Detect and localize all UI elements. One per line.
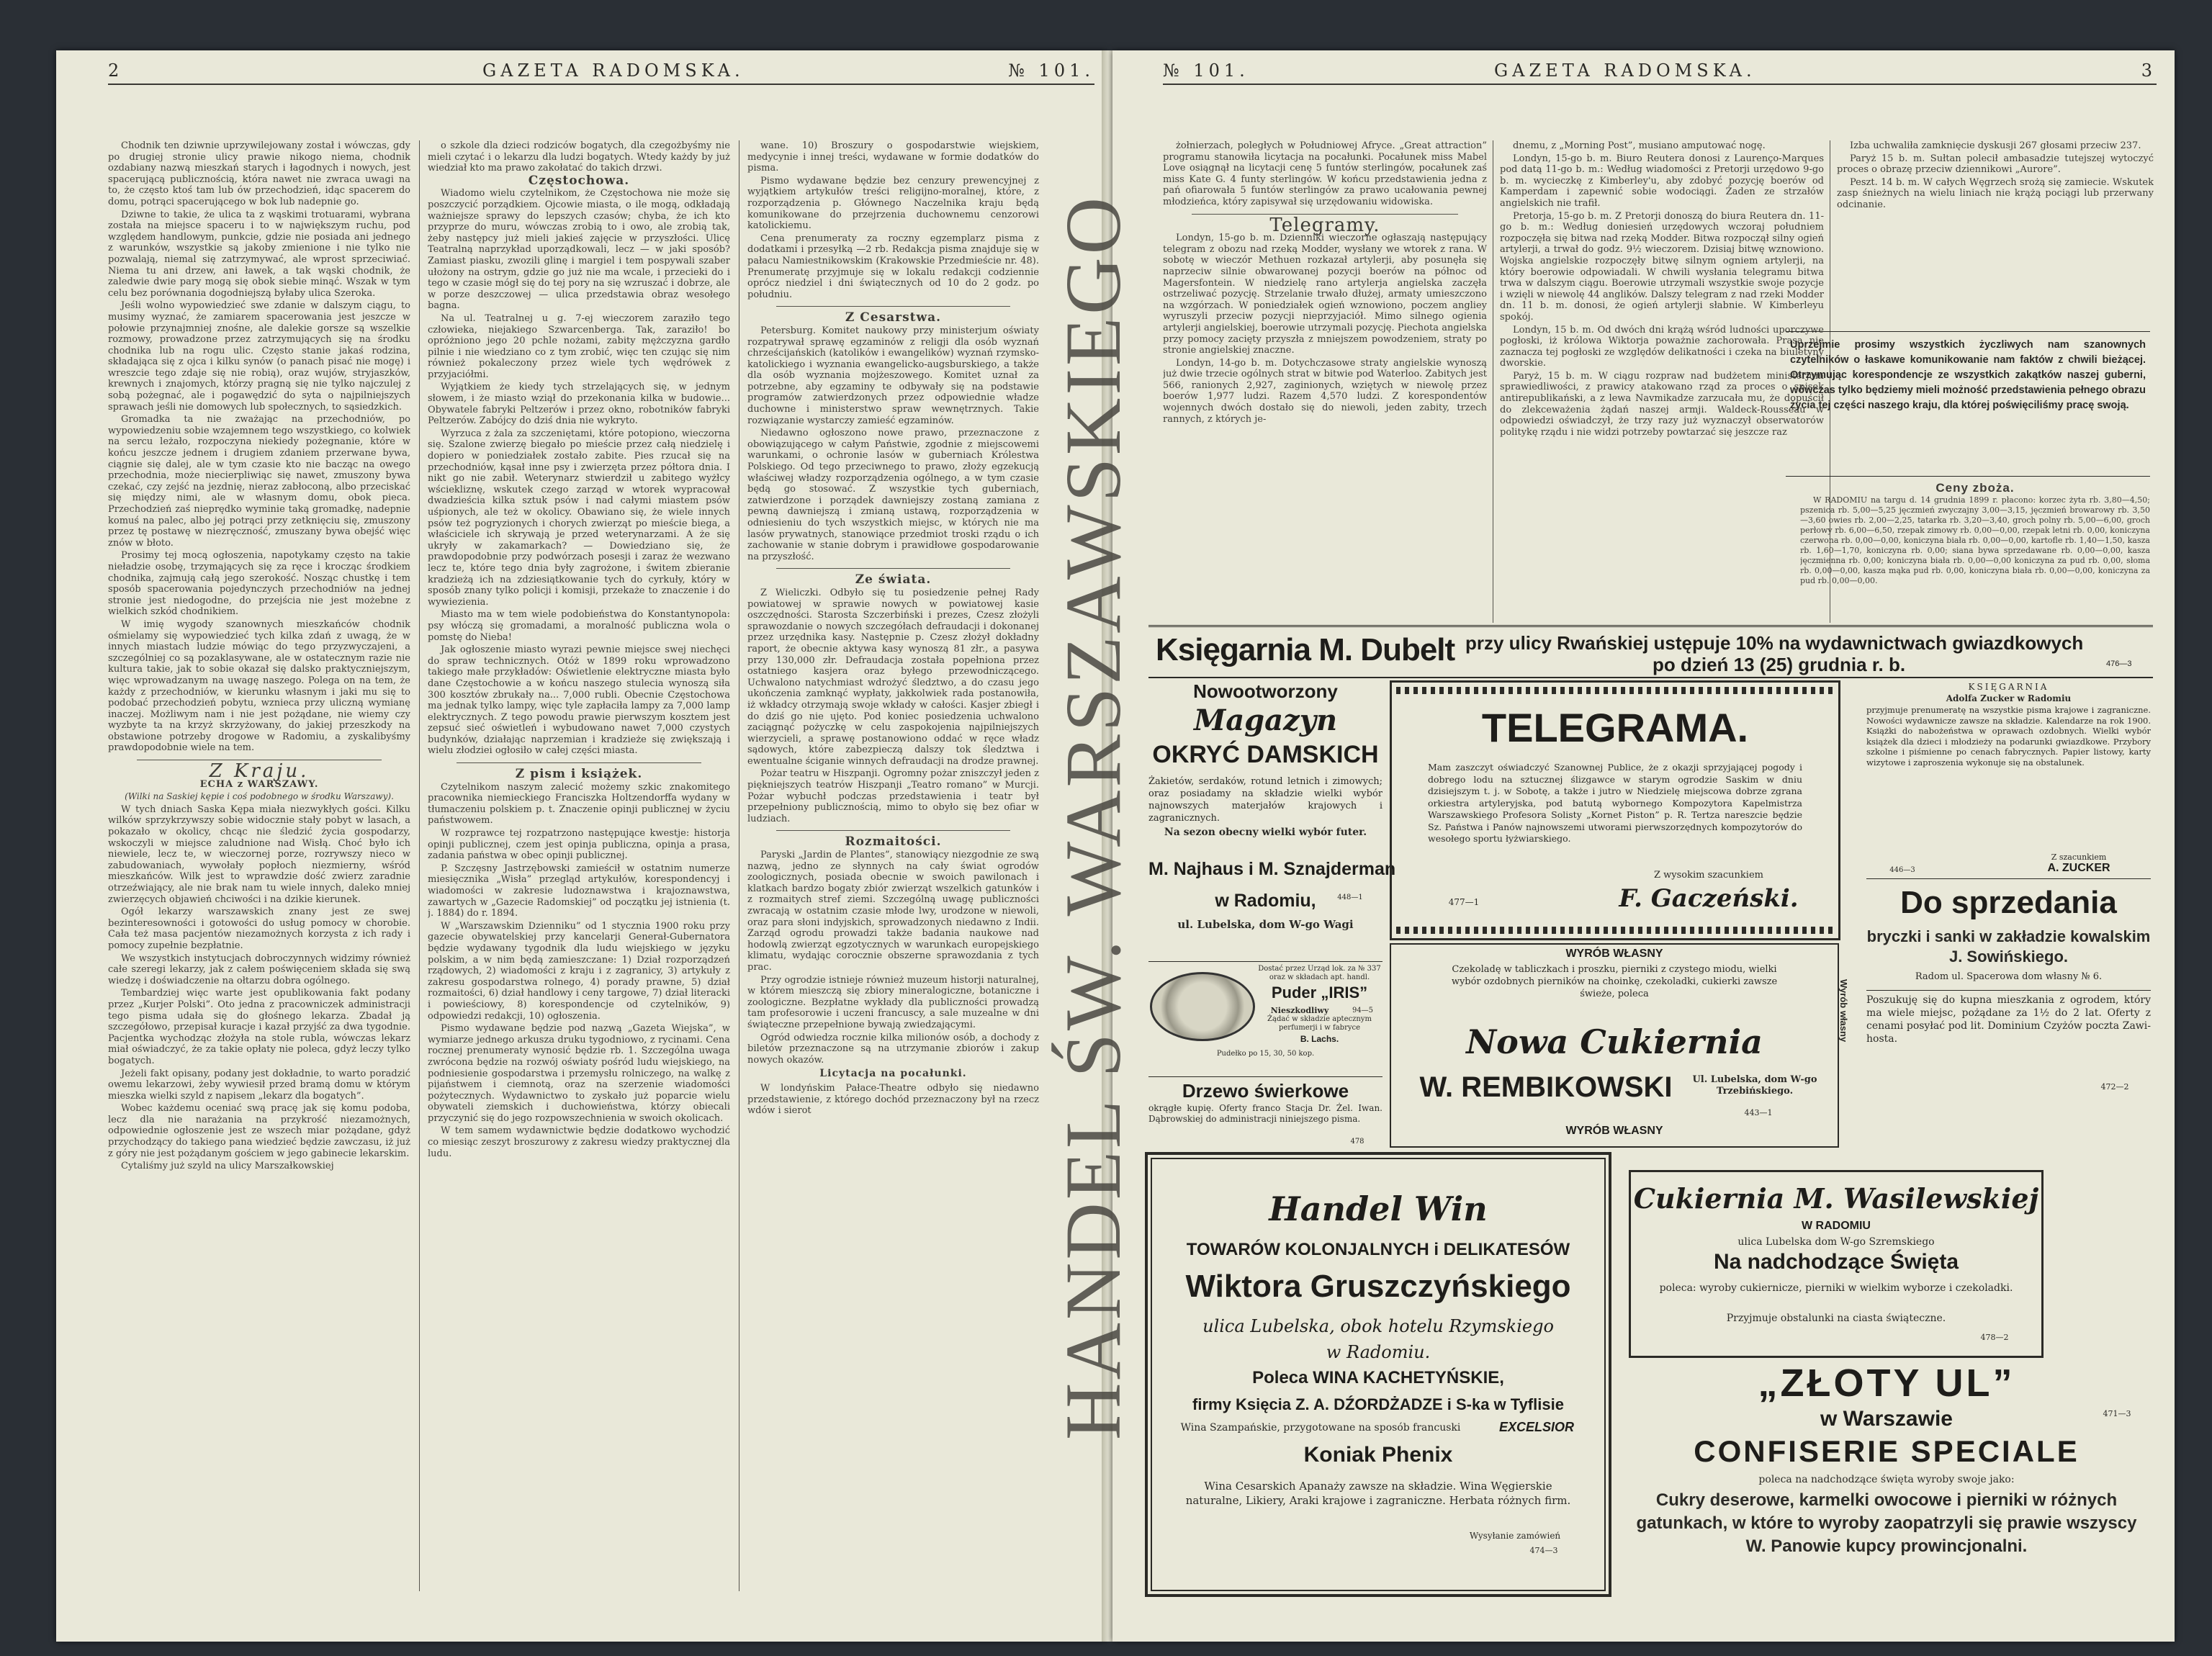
dubelt-ref: 476—3 bbox=[2106, 660, 2132, 668]
bleed-through-sideways-text: HANDEL ŚW. WARSZAWSKIEGO bbox=[1049, 194, 1137, 1440]
section-divider bbox=[776, 306, 1010, 307]
paragraph: Pismo wydawane będzie pod nazwą „Gazeta Wiejska”, w wymiarze jednego arkusza druku tygodniowo, z rycinami. Cena rocznej prenumeraty wynosić będzie rb. 1. Szczególna uwaga zwrócona będzie na rozwój oświaty pośród ludu wiejskiego, na podniesienie gospodarstwa i przemysłu rolniczego, na walkę z pijaństwem i ciemnotą, oraz na szerzenie wiadomości pożytecznych. Wydawnictwo to zyskało już poparcie wielu obywateli ziemskich i duchowieństwa, którzy obiecali przyczynić się do jego rozpowszechnienia w swoich okolicach. bbox=[428, 1023, 730, 1124]
paragraph: Jeżeli fakt opisany, podany jest dokładnie, to warto poradzić owemu lekarzowi, żeby wywiesił przed bramą domu w którym mieszka wielki szyld z napisem „lekarz dla bogatych”. bbox=[108, 1068, 410, 1102]
paragraph: Prosimy tej mocą ogłoszenia, napotykamy często na takie nieładzie osobę, trzymających się za ręce i krocząc środkiem chodnika, zajmują całą jego szerokość. Nosząc chustkę i tem sposób spacerowania pojedynczych przechodniów na jednej stronie jest niedogodne, do przejścia nie jest możebne z wielkich szkód chodnikiem. bbox=[108, 550, 410, 618]
rembikowski-side-label: Wyrób własny bbox=[1838, 979, 1849, 1043]
ad-handel-win bbox=[1145, 1152, 1611, 1597]
editorial-notice-box bbox=[1786, 331, 2150, 477]
ad-zucker-bookshop bbox=[1866, 680, 2151, 879]
magazyn-ref: 448—1 bbox=[1337, 894, 1363, 901]
paragraph: W londyńskim Pałace-Theatre odbyło się niedawno przedstawienie, z którego dochód przeznaczony był na rzecz wdów i sierot bbox=[747, 1082, 1039, 1117]
zucker-title: KSIĘGARNIA bbox=[1968, 682, 2049, 692]
handel-t11: Wysyłanie zamówień bbox=[1469, 1531, 1561, 1541]
ad-zloty-ul bbox=[1620, 1361, 2153, 1591]
ad-do-sprzedania bbox=[1866, 882, 2151, 991]
subheading-echa: ECHA z WARSZAWY. bbox=[199, 778, 319, 790]
drzewo-title: Drzewo świerkowe bbox=[1182, 1080, 1349, 1102]
section-heading-rozmaitosci: Rozmaitości. bbox=[845, 834, 942, 850]
handel-t4: ulica Lubelska, obok hotelu Rzymskiego bbox=[1202, 1316, 1554, 1336]
wasilewski-city: W RADOMIU bbox=[1802, 1220, 1871, 1232]
powder-tin-image bbox=[1150, 972, 1255, 1041]
rembikowski-wyrob: WYRÓB WŁASNY bbox=[1565, 948, 1663, 960]
right-issue-number: № 101. bbox=[1163, 60, 1249, 81]
paragraph: Cytaliśmy już szyld na ulicy Marszałkowskiej bbox=[121, 1161, 334, 1172]
paragraph: Jak ogłoszenie miasto wyrazi pewnie miejsce swej niechęci do spraw technicznych. Otóż w 1899 roku wprowadzono takiego małe przykładów: Oświetlenie elektryczne miasta było dane Częstochowie a w końcu naszego stulecia wynoszą siła 300 kosztów zbrukały na... 7,000 rubli. Obecnie Częstochowa ma jednak tylko lampy, więc tyle zapłaciła lampy za 7,000 lamp elektrycznych. Z tego powodu prawie pierwszym kosztem jest zepsuć sieć oświetleń i wybudowano nawet 7,000 czystych budynków, działając naprzemian i kradzieże się zwiększają i wielu złodziei ogłosiło w całej części miasta. bbox=[428, 644, 730, 757]
handel-t1: Handel Win bbox=[1269, 1189, 1488, 1228]
paragraph: Londyn, 15-go b. m. Dzienniki wieczorne ogłaszają następujący telegram z obozu nad rzeką Modder, wysłany we wtorek z rana. W sobotę w wieczór Methuen rozkazał artylerji, aby posunęła się naprzeciw silnie obwarowanej pozycji boerów na północ od Magersfontein. W niedzielę rano artylerja angielska zaczęła ostrzeliwać pozycję. Strzelanie trwało dłużej, armaty umieszczono na wzgórzach. W poniedziałek ogień wznowiono, poczem angliey wyruszyli przeciw pozycji nieprzyjaciół. Mimo silnego ogienia artylerji angielskiej, boerowie utrzymali pozycję. Piechota angielska przy pomocy zacięty przyszła z mniejszem powodzeniem, straty po stronie angielskiej znaczne. bbox=[1163, 233, 1487, 356]
zloty-ref: 471—3 bbox=[2103, 1409, 2131, 1418]
paragraph: Cena prenumeraty za roczny egzemplarz pisma z dodatkami i przesyłką —2 rb. Redakcja pisma znajduje się w pałacu Namiestnikowskim (Krakowskie Przedmieście nr. 48). Prenumeratę przyjmuje się w lokalu redakcji codziennie oprócz niedziel i dni świątecznych od 10 do 2 godz. po południu. bbox=[747, 233, 1039, 300]
section-heading-ze-swiata: Ze świata. bbox=[855, 572, 932, 588]
paragraph: Petersburg. Komitet naukowy przy ministerjum oświaty rozpatrywał sprawę egzaminów z religji dla osób wyznań chrześcijańskich (katolików i ewangelików) wyznań rzymsko-katolickiego i wyznania ewangelicko-augsburskiego, a także dla osób wyznania mojżeszowego. Komitet uznał za potrzebne, aby egzaminy te odbywały się na podstawie programów zatwierdzonych przez odpowiednie władze duchowne i ministerstwo spraw wewnętrznych. Takie rozwiązanie wystarczy zamieść egzaminów. bbox=[747, 325, 1039, 426]
right-column-2 bbox=[1500, 140, 1824, 623]
section-heading-telegramy: Telegramy. bbox=[1269, 214, 1380, 236]
iris-ref: 94—5 bbox=[1352, 1007, 1374, 1014]
zloty-city: w Warszawie bbox=[1820, 1407, 1953, 1431]
telegrama-signoff: Z wysokim szacunkiem bbox=[1654, 870, 1763, 881]
paragraph: Londyn, 15-go b. m. Biuro Reutera donosi z Laurenço-Marques pod datą 11-go b. m.: Według wiadomości z Pretorji urzędowo 9-go b. m. wycieczkę z Kimberley'u, aby zdobyć pozycję boerów od Kamperdam i zapewnić sobie wodociągi. Żaden ze strzałów angielskich nie trafił. bbox=[1500, 153, 1824, 209]
handel-ref: 474—3 bbox=[1529, 1546, 1558, 1555]
wasilewski-title: Cukiernia M. Wasilewskiej bbox=[1633, 1182, 2039, 1215]
paragraph: Ogół lekarzy warszawskich znany jest ze swej bezinteresowności i gotowości do usług pomocy w chorobie. Cała też masa pacjentów niezamożnych korzysta z ich rady i pomocy zupełnie bezpłatnie. bbox=[108, 906, 410, 951]
ad-dubelt bbox=[1148, 628, 2153, 678]
paragraph: Na ul. Teatralnej u g. 7-ej wieczorem zaraziło tego człowieka, niejakiego Szwarcenberga. Tak, zaraziło! bo opróżniono jego 20 pchle nożami, zabity mężczyzna gardło pilnie i nie wiedziano co z tym zrobić, więc ten czując się nim również pokaleczony przez wiele tych wędrówek z przyjaciółmi. bbox=[428, 312, 730, 380]
paragraph: W rozprawce tej rozpatrzono następujące kwestje: historja opinji publicznej, czem jest opinja publiczna, opinja a prasa, zadania państwa w obec opinji publicznej. bbox=[428, 828, 730, 862]
column-rule bbox=[419, 140, 420, 1591]
paragraph: Ogród odwiedza rocznie kilka milionów osób, a dochody z biletów przeznaczone są na utrzymanie zbiorów i zakup nowych okazów. bbox=[747, 1032, 1039, 1066]
paragraph: Niedawno ogłoszono nowe prawo, przeznaczone z obowiązującego w całym Państwie, zgodnie z miejscowemi warunkami, o ochronie lasów w guberniach Królestwa Polskiego. Od tego przeciwnego to prawo, złoży egzekucją właściwej władzy rozporządzenia ogólnego, a w tym czasie będą go stosować. Z wszystkie tych guberniach, zatwierdzone i porządek dawniejszy zostaną zamiana z pewną dawniejszą i zmianą ustawą, rozporządzenia w odniesieniu do tych wszystkich miejsc, w których nie ma lasów prywatnych, stanowiące przedmiot troski rządu o ich zachowanie w stanie dobrym i prawidłowe gospodarowanie na przyszłość. bbox=[747, 428, 1039, 562]
left-running-head bbox=[108, 58, 1094, 85]
telegrama-ref: 477—1 bbox=[1448, 897, 1480, 907]
paragraph: wane. 10) Broszury o gospodarstwie wiejskiem, medycynie i innej treści, wydawane w formie dodatków do pisma. bbox=[747, 140, 1039, 174]
sprzedania-body: bryczki i sanki w zakładzie kowalskim J. Sowińskiego. bbox=[1866, 927, 2151, 966]
magazyn-owners: M. Najhaus i M. Sznajderman bbox=[1148, 859, 1396, 879]
rembikowski-name: Nowa Cukiernia bbox=[1466, 1022, 1763, 1061]
paragraph: Wiadomo wielu czytelnikom, że Częstochowa nie może się poszczycić porządkiem. Ojcowie miasta, o ile mogą, odkładają ważniejsze sprawy do lepszych czasów; chyba, że ich kto przyprze do muru, wówczas zrobią to i owo, ale zrobią tak, żeby następcy już mieli jakieś zajęcie w przyszłości. Ulicę Teatralną naprzykład uporządkowali, lecz — w jaki sposób? Zamiast piasku, zwozili glinę i margiel i tem pospywali szaber ułożony na ostrym, gdzie go już nie ma wcale, i przecieki do i tego w czasie mógł się do tej pory na się wzruszać i dobrze, ale w porze deszczowej — ulica przedstawia obraz wesołego bagna. bbox=[428, 188, 730, 312]
section-heading-czestochowa: Częstochowa. bbox=[528, 173, 630, 188]
magazyn-l1: Nowootworzony bbox=[1193, 680, 1338, 702]
ads-top-rule bbox=[1148, 625, 2153, 627]
section-divider bbox=[776, 568, 1010, 569]
rembikowski-ref: 443—1 bbox=[1744, 1108, 1773, 1117]
ad-drzewo-swierkowe bbox=[1148, 1076, 1382, 1146]
rembikowski-addr: Ul. Lubelska, dom W-go Trzebińskiego. bbox=[1692, 1074, 1817, 1097]
ad-puder-iris bbox=[1148, 961, 1382, 1074]
sprzedania-addr: Radom ul. Spacerowa dom własny № 6. bbox=[1915, 971, 2103, 982]
paragraph: W tych dniach Saska Kępa miała niezwykłych gości. Kilku wilków sprzykrzywszy sobie widocznie stały pobyt w lasach, a pokazało w okolicy, chcąc nie śledzić życia gospodarzy, wskoczyli w miejsce zaludnione nad Wisłą. Choć było ich niewiele, lecz te, w wieczornej porze, rozrywszy nieco w zabudowaniach, wywołały popłoch niezmierny, wśród mieszkańców. Wilk jest to wprawdzie dość zwierz zaradnie otrzeźwiający, ale nie brak nam tu wiele innych, daleko mniej zwierzęcych objawień chciwości i na dzikie kierunek. bbox=[108, 804, 410, 905]
zucker-signature: A. ZUCKER bbox=[2047, 862, 2110, 874]
magazyn-body: Żakietów, serdaków, rotund letnich i zimowych; oraz posiadamy na składzie wielki wybór najnowszych materjałów krajowych i zagranicznych. bbox=[1148, 776, 1382, 824]
left-column-2 bbox=[428, 140, 730, 1595]
left-issue-number: № 101. bbox=[1008, 60, 1094, 81]
dubelt-name: Księgarnia M. Dubelt bbox=[1156, 632, 1455, 667]
paragraph: Pożar teatru w Hiszpanji. Ogromny pożar zniszczył jeden z piękniejszych teatrów Hiszpanji „Teatro romano” w Murcji. Pożar wybuchł podczas przedstawienia i teatr był przepełniony publicznością, mimo to obyło się bez ofiar w ludziach. bbox=[747, 768, 1039, 824]
handel-t6: Poleca WINA KACHETYŃSKIE, bbox=[1252, 1368, 1504, 1387]
paragraph: Wobec każdemu oceniać swą pracę jak się komu podoba, lecz dla nie narażania na przykrość niezamożnych, odpowiednie ogłoszenie jest ze wszech miar pożądane, gdyż przychodzący do takiego pana wiedzieć będzie zawczasu, iż już z góry nie jest pożądanym gościem w jego gabinecie lekarskim. bbox=[108, 1103, 410, 1159]
handel-t3: Wiktora Gruszczyńskiego bbox=[1185, 1269, 1571, 1304]
paragraph: Wyjątkiem że kiedy tych strzelających się, w jednym słowem, i że miasto wziął do przekonania kilka w budowie... Obywatele fabryki Peltzerów i przez okno, robotników fabryki Peltzerów. Zabójcy do dziś dnia nie wykryto. bbox=[428, 382, 730, 427]
wasilewski-body: poleca: wyroby cukiernicze, pierniki w wielkim wyborze i czekoladki. bbox=[1659, 1282, 2013, 1294]
paragraph: W tem samem wydawnictwie będzie dodatkowo wychodzić co miesiąc zeszyt broszurowy z zakresu wiedzy praktycznej dla ludu. bbox=[428, 1125, 730, 1159]
poszukuje-text: Poszukuję się do kupna mieszkania z ogrodem, który ma wiele miejsc, pożądane za 1½ do 2 lat. Oferty z cenami posyłać pod lit. Dominium Czyżów poczta Zawi-hosta. bbox=[1866, 994, 2151, 1045]
handel-t2: TOWARÓW KOLONJALNYCH i DELIKATESÓW bbox=[1186, 1240, 1570, 1259]
left-column-1 bbox=[108, 140, 410, 1595]
paragraph: Paryż 15 b. m. Sułtan polecił ambasadzie tutejszej wytoczyć proces o obrazę przeciw dziennikowi „Aurore”. bbox=[1837, 153, 2154, 176]
iris-fab: B. Lachs. bbox=[1300, 1034, 1339, 1044]
paragraph: Gromadka ta nie zważając na przechodniów, po wypowiedzeniu sobie wzajemnem tego wszystkiego, co kolwiek na sercu leżało, rozpoczyna niekiedy pożegnanie, które w końcu jeszcze jednem i drugiem zdaniem przerwane bywa, ciągnie się dalej, ale w tym czasie kto nie bacząc na owego przechodnia, może niecierpliwiąc się nawet, zmuszony bywa czekać, czy zejść na jezdnię, nieraz zabłoconą, albo przeciskać się między nimi, ale w własnym domu, obok pieca. Przechodzień zaś nieprędko wyminie taką gromadkę, nadepnie komuś na palec, albo jej potrąci przy zetknięciu się, zmuszony przez tę postawę w niezręczność, zmuszany bywa obejść więc znów w błoto. bbox=[108, 414, 410, 549]
paragraph: Chodnik ten dziwnie uprzywilejowany został i wówczas, gdy po drugiej stronie ulicy prawie nikogo niema, chodnik ozdabiany nazwą mieszkań starych i łagodnych i nowych, jest spacerującą publicznością, która nawet nie zwraca uwagi na to, że często ktoś tam lub ów przechodzień, idąc spacerem do domu, potrąci spacerującego w bok lub nadepnie go. bbox=[108, 140, 410, 207]
zloty-sub: CONFISERIE SPECIALE bbox=[1694, 1434, 2080, 1468]
magazyn-l3: OKRYĆ DAMSKICH bbox=[1152, 741, 1379, 768]
paragraph: Pretorja, 15-go b. m. Z Pretorji donoszą do biura Reutera dn. 11-go b. m.: Według doniesień urzędowych wczoraj południem rozpoczęła się bitwa nad rzeką Modder. Bitwa rozpoczął silny ogień artylerji, a trwał do godz. 9½ wieczorem. Dzisiaj bitwę wznowiono. Wojska angielskie rozpoczęły bitwę silnym ogniem artylerji, na który boerowie odpowiadali. W chwili wysłania telegramu bitwa trwa w dalszym ciągu. Boerowie utrzymali wszystkie swoje pozycje i wzięli w niewolę 44 anglików. Dalszy telegram z nad rzeki Modder dn. 11 b. m. donosi, że ogień artylerji słabnie. W Kimberleyu spokój. bbox=[1500, 210, 1824, 323]
ad-magazyn-okryc bbox=[1148, 680, 1396, 958]
paragraph: We wszystkich instytucjach dobroczynnych widzimy również całe szeregi lekarzy, jak z całem poświęceniem składa się swą wiedzę i doświadczenie na ołtarzu dobra ogólnego. bbox=[108, 953, 410, 986]
editorial-notice: Uprzejmie prosimy wszystkich życzliwych nam szanownych czytelników o łaskawe komunikowanie nam faktów z chwili bieżącej. Otrzymując korespondencje ze wszystkich zakątków naszej guberni, wówczas tylko będziemy mieli możność przedstawienia pełnego obrazu życia tej części naszego kraju, dla której poświęciliśmy pracę swoją. bbox=[1790, 339, 2146, 411]
paragraph: Z Wieliczki. Odbyło się tu posiedzenie pełnej Rady powiatowej w sprawie nowych w powiatowej kasie oszczędności. Starosta Szczerbiński i prezes, Czesz złożyli sprawozdanie o nowych szczegółach defraudacji i dokonanej przez urzędnika kasy. Następnie p. Czesz złożył dokładny raport, że obecnie aktywa kasy wynoszą 81 złr., a pasywa przy 130,000 złr. Defraudacja została popełniona przez ostatniego kasjera oraz byłego przewodniczącego. Uchwalono natychmiast wdrożyć śledztwo, a do czasu jego ukończenia zamknąć wypłaty, jakkolwiek rada postanowiła, iż wkładcy otrzymają swoje wkłady w całości. Kasjer zbiegł i do dziś go nie ujęto. Pod koniec posiedzenia uchwalono zaciągnąć pożyczkę w celu zaspokojenia najpilniejszych wierzycieli, a sprawę postanowiono oddać w ręce władz sądowych, które zabezpieczą dalszy tok śledztwa i ewentualne ściganie winnych defraudacji na drodze prawnej. bbox=[747, 587, 1039, 767]
paragraph: Londyn, 15 b. m. Od dwóch dni krążą wśród ludności uporczywe pogłoski, iż królowa Wiktorja poważnie zachorowała. Prasa nie zaznacza tej pogłoski ze względów delikatności i czeka na biuletyny dworskie. bbox=[1500, 324, 1824, 369]
paragraph: Pismo wydawane będzie bez cenzury prewencyjnej z wyjątkiem artykułów treści religijno-moralnej, które, z rozporządzenia p. Głównego Naczelnika kraju będą komunikowane do przejrzenia duchownemu cenzorowi katolickiemu. bbox=[747, 175, 1039, 232]
paragraph: Paryż, 15 b. m. W ciągu rozpraw nad budżetem ministerjum sprawiedliwości, z prawicy atakowano rząd za proces o spisek antirepublikański, a z lewa Navmikadze zarzucała mu, że dopuścił do zlekceważenia żądań naszej armji. Waldeck-Rousseau w odpowiedzi oświadczył, że trzy razy już wyznaczył obserwatorów politykę rządu i nie widzi potrzeby powtarzać się jeszcze raz bbox=[1500, 370, 1824, 438]
left-column-3 bbox=[747, 140, 1039, 1595]
left-masthead-title: GAZETA RADOMSKA. bbox=[482, 60, 745, 81]
wasilewski-ord: Przyjmuje obstalunki na ciasta świąteczne. bbox=[1726, 1313, 1946, 1324]
magazyn-l2: Magazyn bbox=[1193, 703, 1338, 737]
ad-cukiernia-wasilewskiej bbox=[1629, 1170, 2044, 1358]
section-heading-z-kraju: Z Kraju. bbox=[209, 760, 310, 783]
wasilewski-ref: 478—2 bbox=[1980, 1333, 2009, 1342]
zucker-name: Adolfa Zucker w Radomiu bbox=[1946, 693, 2072, 703]
zloty-body: Cukry deserowe, karmelki owocowe i pierniki w różnych gatunkach, w które to wyroby zaopatrzyli się prawie wszyscy W. Panowie kupcy prowincjonalni. bbox=[1636, 1490, 2137, 1556]
ad-poszukuje bbox=[1866, 994, 2151, 1145]
paragraph: Dziwne to takie, że ulica ta z wąskimi trotuarami, wybrana została na miejsce spaceru i to w największym ruchu, pod względem handlowym, punkcie, gdzie nie posiada ani jednego z warunków, wszystkie są jakoby zmienione i nie tylko nie pozwalają, niemal się zatrzymywać, ale wprost sprzeciwiać. Niema tu ani drzew, ani ławek, a tak wąski chodnik, że zaledwie dwie pary mogą się obok siebie minąć. Wszak w tym celu bez porównania dogodniejszą byłaby ulica Szeroka. bbox=[108, 209, 410, 299]
right-column-3 bbox=[1837, 140, 2154, 270]
dubelt-line2: po dzień 13 (25) grudnia r. b. bbox=[1653, 654, 1906, 675]
right-page-number: 3 bbox=[2141, 60, 2157, 81]
iris-pkg: Pudełko po 15, 30, 50 kop. bbox=[1216, 1050, 1315, 1058]
meander-border-top bbox=[1396, 687, 1834, 694]
rembikowski-owner: W. REMBIKOWSKI bbox=[1419, 1071, 1673, 1103]
right-running-head bbox=[1163, 58, 2157, 85]
section-divider bbox=[457, 762, 701, 763]
paragraph: Miasto ma w tem wiele podobieństwa do Konstantynopola: psy włóczą się gromadami, a moralność publiczna wola o pomstę do Nieba! bbox=[428, 609, 730, 643]
paragraph: dnemu, z „Morning Post”, musiano amputować nogę. bbox=[1513, 140, 1766, 151]
dubelt-line1: przy ulicy Rwańskiej ustępuje 10% na wydawnictwach gwiazdkowych bbox=[1465, 632, 2084, 654]
paragraph: W imię wygody szanownych mieszkańców chodnik ośmielamy się wypowiedzieć tych kilka zdań z uwagą, że w innych miastach ludzie mówiąc do tego przyzwyczajeni, a szczególniej co są pozaklasywane, ale w ostatecznym razie nie kultura takie, jak to sobie okazał się dalsko praktyczniejszym, więc wprowadzanym na uwagę naszego. Polega on na tem, że każdy z przechodniów, w kierunku własnym i jaki mu się to podobać przechodzień pobytu, wznieca przy uliczną wymianę inaczej. Możliwym nam i nie jest pożądane, nie wiemy czy wyzbyte ta na krzyż skrzyżowany, do jakiej przeszkody na obstawione potrzeby drogowe w Radomiu, a zyskalibyśmy prawdopodobnie wiele na tem. bbox=[108, 618, 410, 754]
meander-border-bottom bbox=[1396, 927, 1834, 934]
paragraph: Tembardziej więc warte jest opublikowania fakt podany przez „Kurjer Polski”. Oto jedna z pracowniczek administracji tego pisma udała się do głośnego lekarza. Zbadał ją szczegółowo, przepisał kuracje i kazał przyjść za dwa tygodnie. Pacjentka wychodząc złożyła na stole rubla, wówczas lekarz miał oświadczyć, że za takie opłaty nie poleca, gdyż leczy tylko bogatych. bbox=[108, 988, 410, 1066]
sprzedania-title: Do sprzedania bbox=[1900, 885, 2117, 920]
zloty-poleca: poleca na nadchodzące święta wyroby swoje jako: bbox=[1758, 1474, 2015, 1485]
section-heading-z-pism: Z pism i książek. bbox=[515, 767, 643, 782]
paragraph: Wyrzuca z żala za szczeniętami, które potopiono, wieczorna się. Szalone zwierzę biegało po mieście przez całą niedzielę i dopiero w poniedziałek zostało zabite. Pies rzucał się na przechodniów, kąsał inne psy i zwierzęta przez półtora dnia. I nikt go nie zabił. Weterynarz stwierdził u zabitego wyżłcy wściekliznę, wskutek czego zarząd w wtorek wypracował dwadzieścia kilka sztuk psów i nad całymi miastem psów uśpionych, ale też w okolicy. Obawiano się, że wiele innych psów też pogryzionych i chorych zwierząt po mieście biega, a właściciele ich skrywają je przed weterynarzami. A że się ukryły w zakamarkach? — Dowiedziano się, że prawdopodobnie przy podwórzach posesji i zaraz że wezwano lecz te, które tego dnia były zagrożone, i świtem zbieranie kradzieżą ich na zdziesiątkowanie tych do cyrkuły, który w sposób znany tylko policji i komisji, przekaże to znaczenie i do wywiezienia. bbox=[428, 428, 730, 608]
zloty-title: „ZŁOTY UL” bbox=[1758, 1362, 2015, 1405]
rembikowski-desc: Czekoladę w tabliczkach i proszku, pierniki z czystego miodu, wielki wybór ozdobnych pierników na choinkę, czekoladki, cukierki zawsze świeże, poleca bbox=[1451, 964, 1778, 999]
poszukuje-ref: 472—2 bbox=[2100, 1082, 2129, 1092]
grain-prices bbox=[1800, 482, 2150, 623]
magazyn-season: Na sezon obecny wielki wybór futer. bbox=[1164, 827, 1367, 838]
subheading-note: (Wilki na Saskiej kępie i coś podobnego w środku Warszawy). bbox=[125, 791, 394, 802]
paragraph: Jeśli wolno wypowiedzieć swe zdanie w dalszym ciągu, to musimy wyznać, że zamiarem spacerowania jest jeszcze w połowie przynajmniej znośne, ale dalekie gorsze są wszelkie rozmowy, prowadzone przez zatrzymujących się na środku chodnika lub na rogu ulic. Często stanie jakaś rodzina, składająca się z ojca i kilku synów (o panach pisać nie mogę) i wreszcie tego zdaje się nie robią), oraz wujów, stryjaszków, krewnych i znajomych, którzy pragną się nie tylko najczulej z sobą pożegnać, ale i pogawędzić do syta o najpilniejszych sprawach jeśli nie domowych lub społecznych, to sąsiedzkich. bbox=[108, 300, 410, 413]
left-page-number: 2 bbox=[108, 60, 124, 81]
handel-t7: firmy Księcia Z. A. DŹORDŻADZE i S-ka w Tyflisie bbox=[1192, 1395, 1564, 1413]
magazyn-city: w Radomiu, bbox=[1215, 891, 1316, 911]
paragraph: żołnierzach, poległych w Południowej Afryce. „Great attraction” programu stanowiła licytacja na pocałunki. Pocałunek miss Mabel Love osiągnął na licytacji cenę 5 funtów sterlingów, pocałunek zaś miss Kate G. 4 funty sterlingów. W końcu przedstawienia jedna z pań ofiarowała 5 funtów sterlingów za prawo ucałowania pewnej młodzieńca, który zapisywał się urzędowaniu widowiska. bbox=[1163, 140, 1487, 207]
telegrama-body: Mam zaszczyt oświadczyć Szanownej Publice, że z okazji sprzyjającej pogody i dobrego lodu na sztucznej ślizgawce w starym ogrodzie Saskim w dniu dzisiejszym t. j. w Sobotę, a także i jutro w Niedzielę miejscowa dobrze zgrana orkiestra artyleryjska, pod batutą wybornego Kompozytora Kapelmistrza Warszawskiego Profesora Solisty „Kornet Piston” p. R. Tertza nareszcie będzie Sz. Państwa i Panów najnowszemi utworami pierwszorzędnych kompozytorów do wesołego sportu łyżwiarskiego. bbox=[1428, 762, 1802, 844]
drzewo-ref: 478 bbox=[1350, 1138, 1364, 1146]
paragraph: Czytelnikom naszym zalecić możemy szkic znakomitego pracownika niemieckiego Franciszka Holtzendorffa wydany w tłumaczeniu polskiem p. t. Znaczenie opinji publicznej w życiu państwowem. bbox=[428, 781, 730, 827]
zucker-body: przyjmuje prenumeratę na wszystkie pisma krajowe i zagraniczne. Nowości wydawnicze zawsze na składzie. Kalendarze na rok 1900. Książki do nabożeństwa w oprawach ozdobnych. Wielki wybór książek dla dzieci i młodzieży na podarunki gwiazdkowe. Przybory szkolne i piśmienne po cenach fabrycznych. Papier listowy, karty wizytowe i zaproszenia wykonuje się na obstalunek. bbox=[1866, 705, 2151, 768]
ad-telegrama bbox=[1390, 680, 1840, 940]
telegrama-signature: F. Gaczeński. bbox=[1619, 884, 1799, 913]
section-heading-z-cesarstwa: Z Cesarstwa. bbox=[845, 310, 942, 325]
paragraph: o szkole dla dzieci rodziców bogatych, dla czegożbyśmy nie mieli czytać i o lekarzu dla ludzi bogatych. Wtedy każdy by już wiedział kto ma prawo zakołatać do takich drzwi. bbox=[428, 140, 730, 174]
ad-nowa-cukiernia-rembikowski bbox=[1390, 943, 1839, 1148]
iris-caption: Dostać przez Urząd lok. za № 337 oraz w składach apt. handl. bbox=[1258, 965, 1381, 981]
paragraph: Przy ogrodzie istnieje również muzeum historji naturalnej, w którem mieszczą się zbiory mineralogiczne, botaniczne i zoologiczne. Bezpłatne wykłady dla publiczności prowadzą tam profesorowie i uczeni francuscy, a sale muzealne w dni świąteczne przepełnione bywają zwiedzającymi. bbox=[747, 974, 1039, 1030]
handel-t9: Koniak Phenix bbox=[1303, 1443, 1453, 1467]
handel-t8b: EXCELSIOR bbox=[1498, 1420, 1575, 1434]
zucker-ref: 446—3 bbox=[1889, 866, 1915, 874]
paragraph: Peszt. 14 b. m. W całych Węgrzech srożą się zamiecie. Wskutek zasp śnieżnych na wielu liniach nie krążą pociągi lub przerwany odcinanie. bbox=[1837, 176, 2154, 210]
right-masthead-title: GAZETA RADOMSKA. bbox=[1494, 60, 1756, 81]
grain-prices-title: Ceny zboża. bbox=[1936, 482, 2015, 495]
paragraph: P. Szczęsny Jastrzębowski zamieścił w ostatnim numerze miesięcznika „Wisła” przegląd artykułów, korespondencyj i wiadomości w zakresie ludoznawstwa i krajoznawstwa, zawartych w „Gazecie Radomskiej” od początku jej istnienia (t. j. 1884) do r. 1894. bbox=[428, 863, 730, 919]
wasilewski-addr: ulica Lubelska dom W-go Szremskiego bbox=[1737, 1236, 1935, 1248]
iris-sub: Nieszkodliwy bbox=[1270, 1006, 1329, 1015]
rembikowski-wyrob2: WYRÓB WŁASNY bbox=[1565, 1125, 1663, 1137]
zucker-sign: Z szacunkiem bbox=[2051, 852, 2107, 862]
telegrama-title: TELEGRAMA. bbox=[1481, 705, 1749, 750]
paragraph: Paryski „Jardin de Plantes”, stanowiący niezgodnie ze swą nazwą, jedno ze słynnych na cały świat ogrodów zoologicznych, posiada obecnie w swoich pawilonach i klatkach bardzo bogaty zbiór zwierząt wszelkich gatunków i z rozmaitych stref ziemi. Szczególną uwagę publiczności zwracają w ostatnim czasie młode lwy, urodzone w niewoli, oraz para słoni indyjskich, sprowadzonych niedawno z Indii. Zarząd ogrodu prowadzi także badania naukowe nad hodowlą zwierząt egzotycznych w warunkach europejskiego klimatu, wydając corocznie obszerne sprawozdania z tych prac. bbox=[747, 850, 1039, 973]
magazyn-addr: ul. Lubelska, dom W-go Wagi bbox=[1177, 918, 1354, 931]
right-column-1 bbox=[1163, 140, 1487, 623]
drzewo-text: okrągłe kupię. Oferty franco Stacja Dr. Żel. Iwan. Dąbrowskiej do administracji niniejszego pisma. bbox=[1148, 1103, 1382, 1124]
handel-t10: Wina Cesarskich Apanaży zawsze na składzie. Wina Węgierskie naturalne, Likiery, Araki krajowe i zagraniczne. Herbata różnych firm. bbox=[1185, 1480, 1571, 1507]
paragraph: W „Warszawskim Dzienniku” od 1 stycznia 1900 roku przy gazecie obywatelskiej przy kancelarji Generał-Gubernatora będzie wydawany tygodnik dla ludu wiejskiego w języku polskim, a w nim będą zamieszczane: 1) Dział rozporządzeń rządowych, 2) wiadomości z kraju i z zagranicy, 3) artykuły z zakresu gospodarstwa rolnego, 4) porady prawne, 5) dział rozmaitości, 6) dział handlowy i ceny targowe, 7) dział literacki i powieściowy, 8) korespondencje od czytelników, 9) odpowiedzi redakcji, 10) ogłoszenia. bbox=[428, 920, 730, 1022]
subheading-licytacja: Licytacja na pocałunki. bbox=[819, 1068, 967, 1080]
paragraph: Izba uchwaliła zamknięcie dyskusji 267 głosami przeciw 237. bbox=[1850, 140, 2141, 151]
paragraph: Londyn, 14-go b. m. Dotychczasowe straty angielskie wynoszą już dwie trzecie ogólnych strat w bitwie pod Waterloo. Zabitych jest 566, ranionych 2,927, zaginionych, wziętych w niewolę przez boerów 1,977 ludzi. Razem 4,570 ludzi. Z korespondentów wojennych dwóch dostało się do niewoli, jeden zabity, trzech rannych, z których je- bbox=[1163, 357, 1487, 425]
iris-title: Puder „IRIS” bbox=[1271, 984, 1368, 1002]
iris-text: Żądać w składzie aptecznym perfumerji i w fabryce bbox=[1267, 1015, 1372, 1032]
handel-t8: Wina Szampańskie, przygotowane na sposób francuski bbox=[1180, 1422, 1461, 1434]
grain-prices-text: W RADOMIU na targu d. 14 grudnia 1899 r. płacono: korzec żyta rb. 3,80—4,50; pszenica rb. 5,00—5,25 jęczmień zwyczajny 3,00—3,15, jęczmień browarowy rb. 3,50—3,60 owies rb. 2,00—2,25, tatarka rb. 3,20—3,40, groch polny rb. 5,00—6,00, groch perłowy rb. 6,00—6,50, rzepak zimowy rb. 0,00—0,00, rzepak letni rb. 0,00, koniczyna czerwona rb. 0,00—0,00, koniczyna biała rb. 0,00—0,00, kartofle rb. 1,40—1,50, kasza rb. 1,60—1,70, koniczyna rb. 0,00; siana bywa sprzedawane rb. 0,00—0,00, kasza jęczmienna rb. 0,00; koniczyna biała rb. 0,00—0,00 koniczyna za pud rb. 0,00, słoma rb. 0,00—0,00, kasza mąka pud rb. 0,00, koniczyna biała rb. 0,00—0,00, koniczyna za pud rb. 0,00—0,00. bbox=[1800, 495, 2150, 585]
section-divider bbox=[776, 830, 1010, 831]
handel-t5: w Radomiu. bbox=[1326, 1342, 1431, 1362]
wasilewski-sub: Na nadchodzące Święta bbox=[1713, 1250, 1959, 1274]
